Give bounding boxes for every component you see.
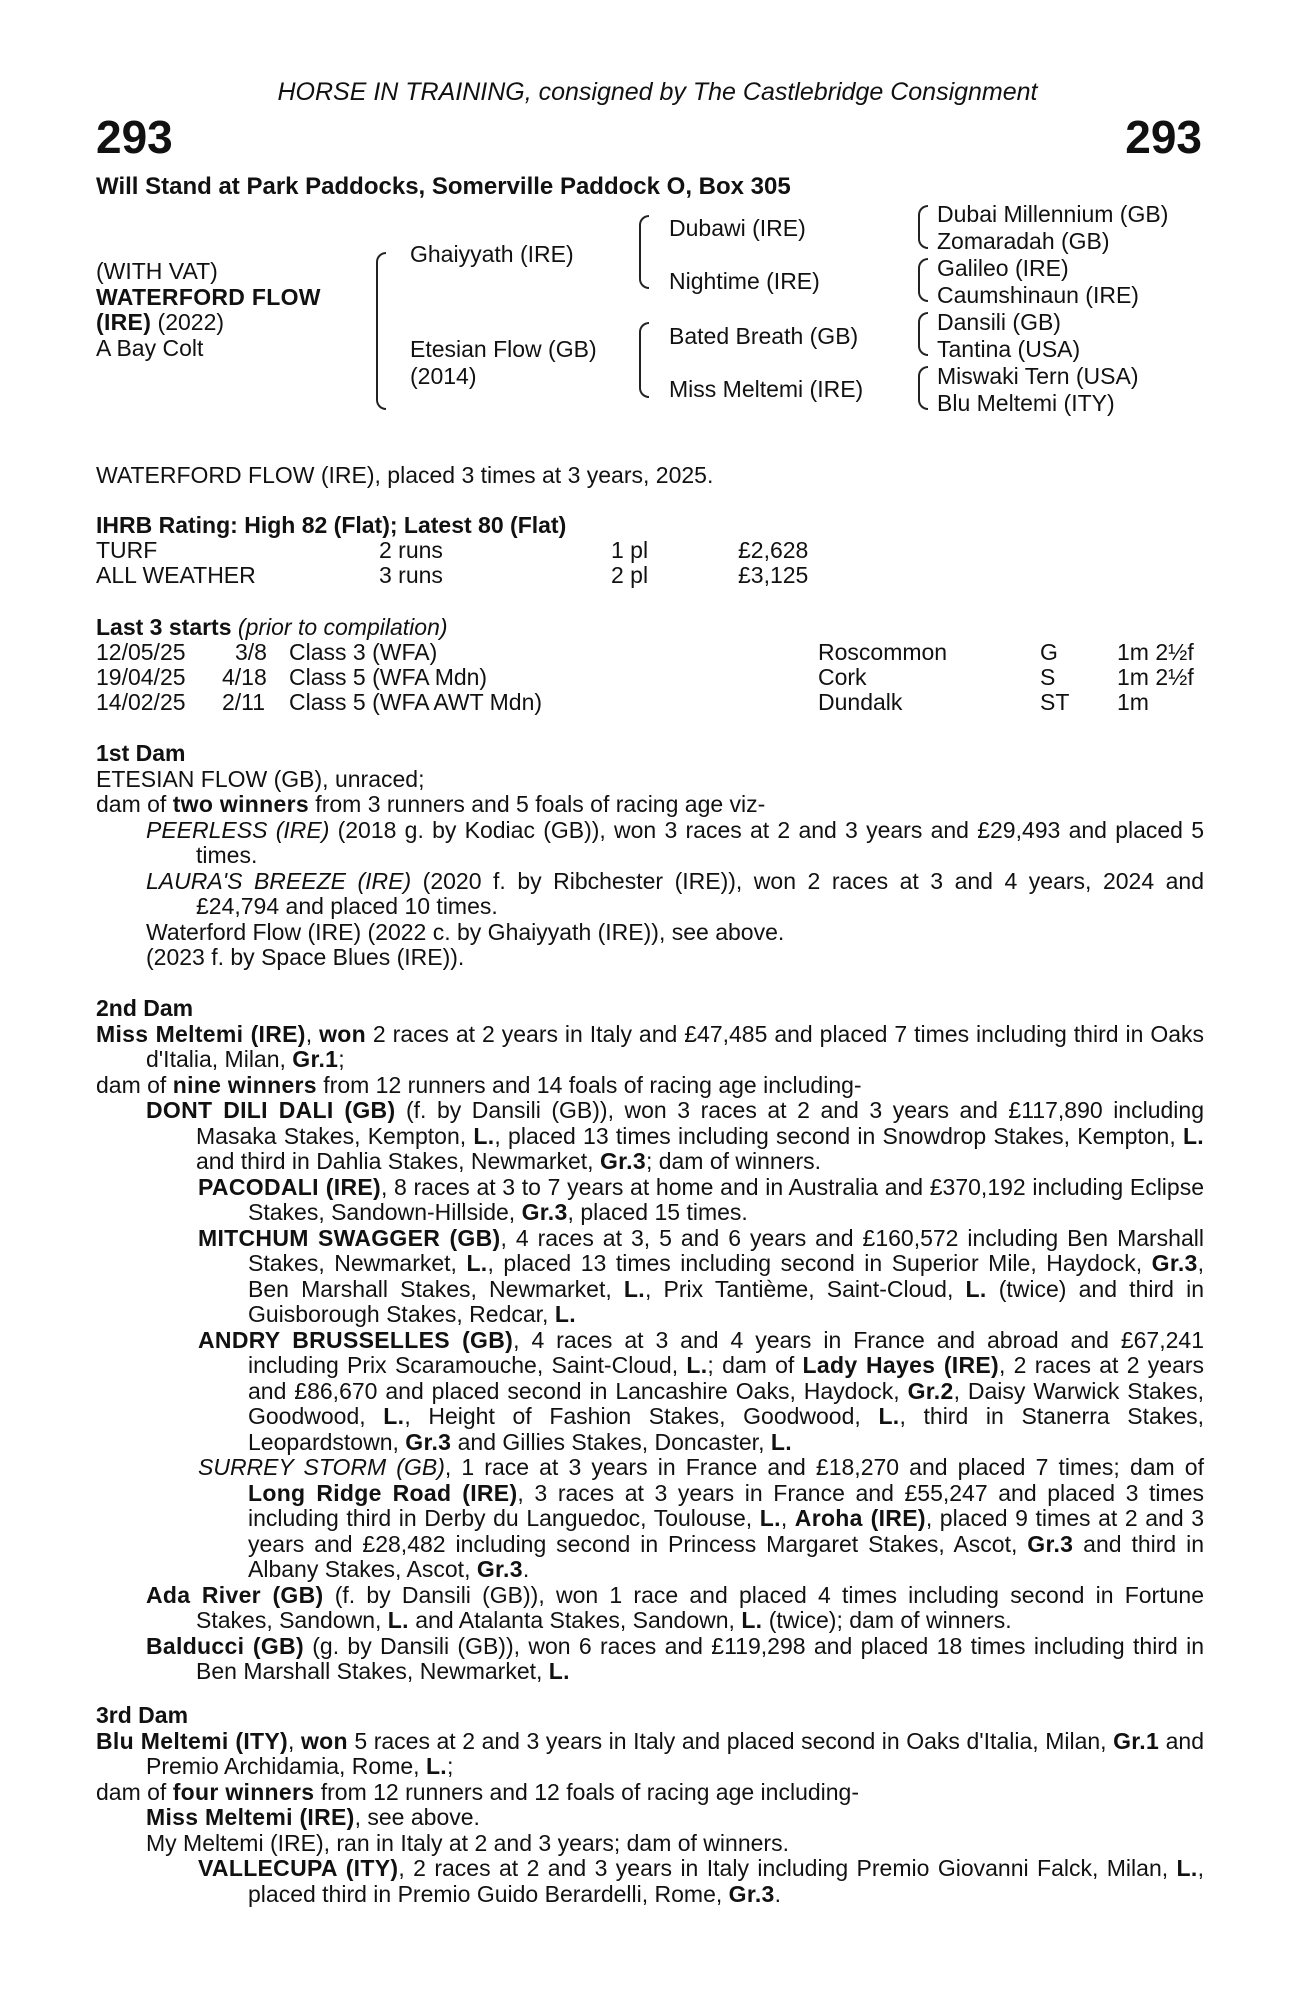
start-going: G xyxy=(1040,639,1058,665)
rating-runs: 2 runs xyxy=(379,537,443,563)
rating-placed: 2 pl xyxy=(611,562,649,588)
winners-count: nine winners xyxy=(172,1071,317,1098)
dam-sire: Bated Breath (GB) xyxy=(669,323,859,349)
rating-prize: £2,628 xyxy=(738,537,809,563)
start-date: 19/04/25 xyxy=(96,664,186,690)
start-going: ST xyxy=(1040,689,1070,715)
pedigree-dds: Miswaki Tern (USA) xyxy=(937,363,1139,389)
third-dam-section xyxy=(96,1703,1204,1907)
winners-count: two winners xyxy=(172,791,309,817)
rating-heading: IHRB Rating: High 82 (Flat); Latest 80 (Flat) xyxy=(96,512,567,538)
dam-dam: Miss Meltemi (IRE) xyxy=(669,376,864,402)
brace-ss xyxy=(918,205,928,249)
pedigree-dsd: Tantina (USA) xyxy=(937,336,1081,362)
race-summary: WATERFORD FLOW (IRE), placed 3 times at 3 years, 2025. xyxy=(96,462,714,488)
brace-ds xyxy=(918,312,928,356)
lot-number-right: 293 xyxy=(1125,111,1202,163)
pedigree-sss: Dubai Millennium (GB) xyxy=(937,201,1169,227)
produce-entry: Waterford Flow (IRE) (2022 c. by Ghaiyyath (IRE)), see above. xyxy=(146,918,785,945)
start-date: 14/02/25 xyxy=(96,689,186,715)
produce-entry: ANDRY BRUSSELLES (GB), 4 races at 3 and 4 years in France and abroad and £67,241 including Prix Scaramouche, Saint-Cloud, L.; dam of Lady Hayes (IRE), 2 races at 2 years and £86,670 and placed second in Lancashire Oaks, Haydock, Gr.2, Daisy Warwick Stakes, Goodwood, L., Height of Fashion Stakes, Goodwood, L., third in Stanerra Stakes, Leopardstown, Gr.3 and Gillies Stakes, Doncaster, L. xyxy=(198,1326,1205,1455)
starts-heading xyxy=(96,615,448,641)
start-race: Class 5 (WFA Mdn) xyxy=(289,664,488,690)
stand-location: Will Stand at Park Paddocks, Somerville Paddock O, Box 305 xyxy=(96,173,791,200)
rating-surface: ALL WEATHER xyxy=(96,562,256,588)
produce-entry: My Meltemi (IRE), ran in Italy at 2 and 3 years; dam of winners. xyxy=(146,1829,789,1856)
produce-entry: Balducci (GB) (g. by Dansili (GB)), won 6 races and £119,298 and placed 18 times including third in Ben Marshall Stakes, Newmarket, L. xyxy=(146,1632,1204,1684)
second-dam-line: Miss Meltemi (IRE), won 2 races at 2 years in Italy and £47,485 and placed 7 times including third in Oaks d'Italia, Milan, Gr.1; xyxy=(96,1020,1205,1072)
catalogue-header: HORSE IN TRAINING, consigned by The Castlebridge Consignment xyxy=(277,78,1038,106)
first-dam-heading: 1st Dam xyxy=(96,740,186,766)
second-dam-produce-line: dam of nine winners from 12 runners and 14 foals of racing age including- xyxy=(96,1071,862,1098)
first-dam-produce-line: dam of two winners from 3 runners and 5 foals of racing age viz- xyxy=(96,791,766,817)
brace-sd xyxy=(918,258,928,302)
third-dam-produce-line: dam of four winners from 12 runners and 12 foals of racing age including- xyxy=(96,1778,859,1805)
produce-name: LAURA'S BREEZE (IRE) xyxy=(146,867,412,894)
horse-name: WATERFORD FLOW xyxy=(96,283,321,310)
start-going: S xyxy=(1040,664,1056,690)
produce-entry: PEERLESS (IRE) (2018 g. by Kodiac (GB)), won 3 races at 2 and 3 years and £29,493 and placed 5 times. xyxy=(146,816,1205,868)
brace-dam xyxy=(639,322,649,398)
sire: Ghaiyyath (IRE) xyxy=(410,241,574,267)
horse-year: (2022) xyxy=(151,309,225,335)
pedigree-ddd: Blu Meltemi (ITY) xyxy=(937,390,1115,416)
brace-dd xyxy=(918,366,928,410)
horse-info xyxy=(96,259,321,361)
horse-suffix: (IRE) xyxy=(96,309,152,335)
brace-gen1 xyxy=(376,252,386,410)
horse-description: A Bay Colt xyxy=(96,334,204,361)
rating-prize: £3,125 xyxy=(738,562,809,588)
start-position: 3/8 xyxy=(235,639,267,665)
dam-year: (2014) xyxy=(410,363,477,389)
produce-name: PEERLESS (IRE) xyxy=(146,816,330,843)
produce-entry: PACODALI (IRE), 8 races at 3 to 7 years at home and in Australia and £370,192 including Eclipse Stakes, Sandown-Hillside, Gr.3, placed 15 times. xyxy=(198,1173,1204,1225)
third-dam-line: Blu Meltemi (ITY), won 5 races at 2 and 3 years in Italy and placed second in Oaks d'Italia, Milan, Gr.1 and Premio Archidamia, Rome, L.; xyxy=(96,1727,1205,1779)
winners-count: four winners xyxy=(172,1778,315,1805)
start-course: Cork xyxy=(818,664,867,690)
starts-title: Last 3 starts xyxy=(96,614,232,640)
start-race: Class 5 (WFA AWT Mdn) xyxy=(289,689,543,715)
first-dam-section xyxy=(96,741,1204,971)
brace-sire xyxy=(639,215,649,289)
dam: Etesian Flow (GB) xyxy=(410,336,597,362)
start-distance: 1m xyxy=(1117,689,1149,715)
vat-note: (WITH VAT) xyxy=(96,258,218,284)
pedigree-dss: Dansili (GB) xyxy=(937,309,1061,335)
produce-entry: MITCHUM SWAGGER (GB), 4 races at 3, 5 and 6 years and £160,572 including Ben Marshall Stakes, Newmarket, L., placed 13 times including second in Superior Mile, Haydock, Gr.3, Ben Marshall Stakes, Newmarket, L., Prix Tantième, Saint-Cloud, L. (twice) and third in Guisborough Stakes, Redcar, L. xyxy=(198,1224,1205,1327)
third-dam-heading: 3rd Dam xyxy=(96,1702,189,1728)
lot-number-left: 293 xyxy=(96,111,173,163)
second-dam-section xyxy=(96,996,1204,1685)
first-dam-line: ETESIAN FLOW (GB), unraced; xyxy=(96,765,425,792)
sire-dam: Nightime (IRE) xyxy=(669,268,820,294)
produce-entry: SURREY STORM (GB), 1 race at 3 years in France and £18,270 and placed 7 times; dam of Long Ridge Road (IRE), 3 races at 3 years in France and £55,247 and placed 3 times including third in Derby du Languedoc, Toulouse, L., Aroha (IRE), placed 9 times at 2 and 3 years and £28,482 including second in Princess Margaret Stakes, Ascot, Gr.3 and third in Albany Stakes, Ascot, Gr.3. xyxy=(198,1454,1204,1582)
rating-runs: 3 runs xyxy=(379,562,443,588)
rating-surface: TURF xyxy=(96,537,158,563)
second-dam-heading: 2nd Dam xyxy=(96,995,194,1021)
start-course: Dundalk xyxy=(818,689,903,715)
start-distance: 1m 2½f xyxy=(1117,639,1194,665)
start-course: Roscommon xyxy=(818,639,948,665)
produce-entry: Miss Meltemi (IRE), see above. xyxy=(146,1804,480,1830)
produce-entry: LAURA'S BREEZE (IRE) (2020 f. by Ribchester (IRE)), won 2 races at 3 and 4 years, 2024 and £24,794 and placed 10 times. xyxy=(146,867,1205,919)
start-race: Class 3 (WFA) xyxy=(289,639,438,665)
starts-note: (prior to compilation) xyxy=(231,614,448,640)
pedigree-sdd: Caumshinaun (IRE) xyxy=(937,282,1139,308)
start-position: 2/11 xyxy=(222,689,266,715)
pedigree-ssd: Zomaradah (GB) xyxy=(937,228,1110,254)
produce-entry: DONT DILI DALI (GB) (f. by Dansili (GB)), won 3 races at 2 and 3 years and £117,890 including Masaka Stakes, Kempton, L., placed 13 times including second in Snowdrop Stakes, Kempton, L. and third in Dahlia Stakes, Newmarket, Gr.3; dam of winners. xyxy=(146,1097,1204,1174)
start-position: 4/18 xyxy=(222,664,267,690)
produce-entry: Ada River (GB) (f. by Dansili (GB)), won 1 race and placed 4 times including second in Fortune Stakes, Sandown, L. and Atalanta Stakes, Sandown, L. (twice); dam of winners. xyxy=(146,1581,1204,1633)
start-distance: 1m 2½f xyxy=(1117,664,1194,690)
pedigree-sds: Galileo (IRE) xyxy=(937,255,1069,281)
start-date: 12/05/25 xyxy=(96,639,186,665)
produce-entry: (2023 f. by Space Blues (IRE)). xyxy=(146,944,465,970)
sire-sire: Dubawi (IRE) xyxy=(669,215,806,241)
produce-entry: VALLECUPA (ITY), 2 races at 2 and 3 years in Italy including Premio Giovanni Falck, Milan, L., placed third in Premio Guido Berardelli, Rome, Gr.3. xyxy=(198,1855,1204,1907)
rating-placed: 1 pl xyxy=(611,537,649,563)
